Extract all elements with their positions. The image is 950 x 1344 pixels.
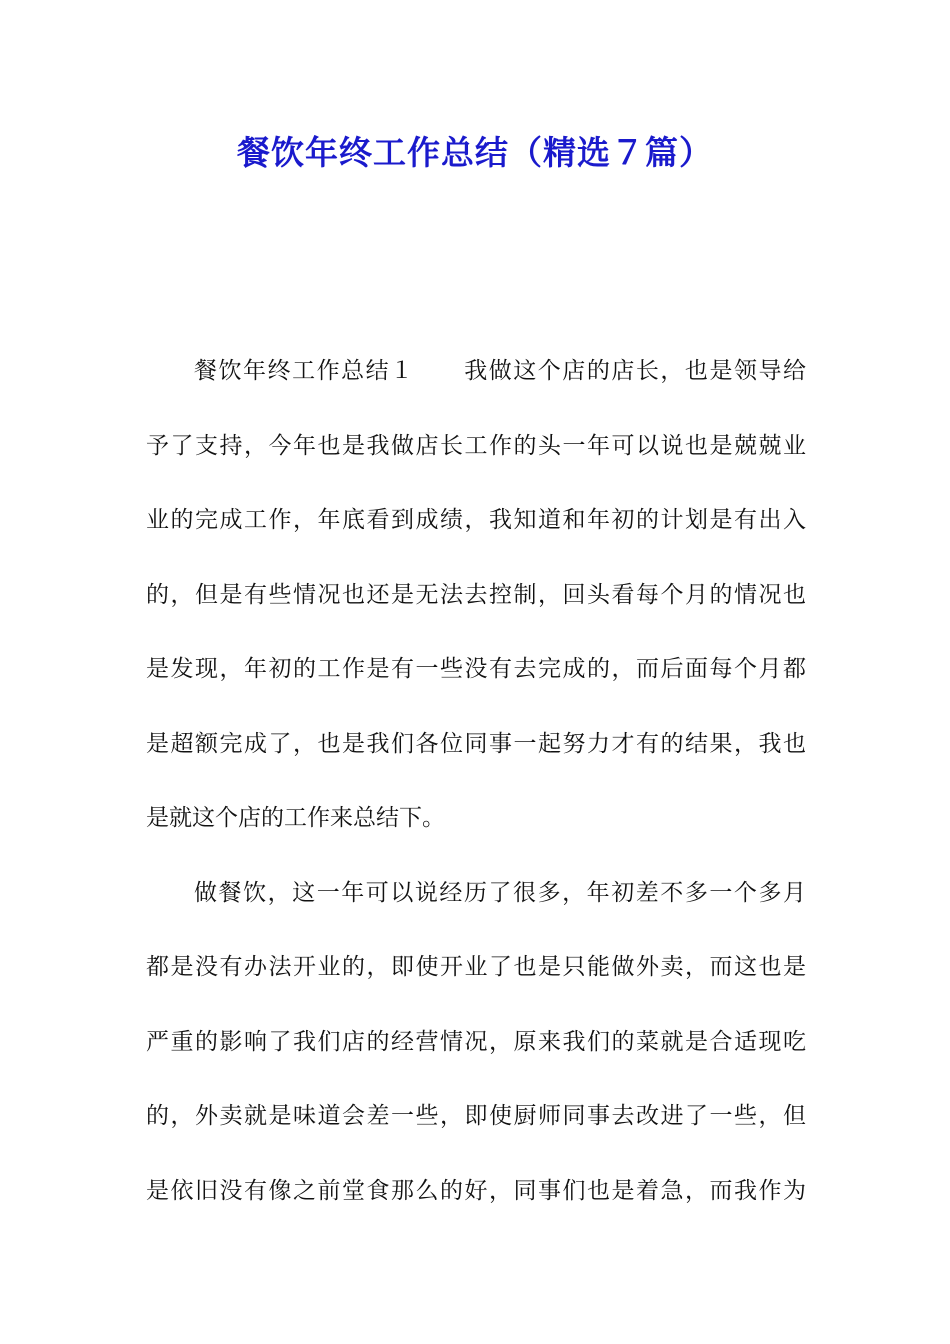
paragraph-1-line-1 [146,334,806,409]
document-title: 餐饮年终工作总结（精选７篇） [237,133,713,172]
paragraph-1-line: 业的完成工作，年底看到成绩，我知道和年初的计划是有出入 [146,507,806,533]
paragraph-1-line: 是就这个店的工作来总结下。 [146,805,445,831]
paragraph-2-line: 严重的影响了我们店的经营情况，原来我们的菜就是合适现吃 [146,1028,806,1055]
paragraph-2-line: 做餐饮，这一年可以说经历了很多，年初差不多一个多月 [194,879,806,906]
paragraph-1-line: 是超额完成了，也是我们各位同事一起努力才有的结果，我也 [146,730,806,757]
paragraph-2-line: 的，外卖就是味道会差一些，即使厨师同事去改进了一些，但 [146,1103,806,1129]
paragraph-1-line: 予了支持，今年也是我做店长工作的头一年可以说也是兢兢业 [146,432,806,459]
paragraph-1-line: 的，但是有些情况也还是无法去控制，回头看每个月的情况也 [146,581,806,608]
paragraph-1-line: 是发现，年初的工作是有一些没有去完成的，而后面每个月都 [146,656,806,682]
paragraph-2-line: 都是没有办法开业的，即使开业了也是只能做外卖，而这也是 [146,954,806,980]
section-heading: 餐饮年终工作总结１ [194,358,415,384]
paragraph-2-line: 是依旧没有像之前堂食那么的好，同事们也是着急，而我作为 [146,1177,806,1204]
document-body [146,334,806,1228]
paragraph-1-first-line-text: 我做这个店的店长，也是领导给 [462,358,807,384]
